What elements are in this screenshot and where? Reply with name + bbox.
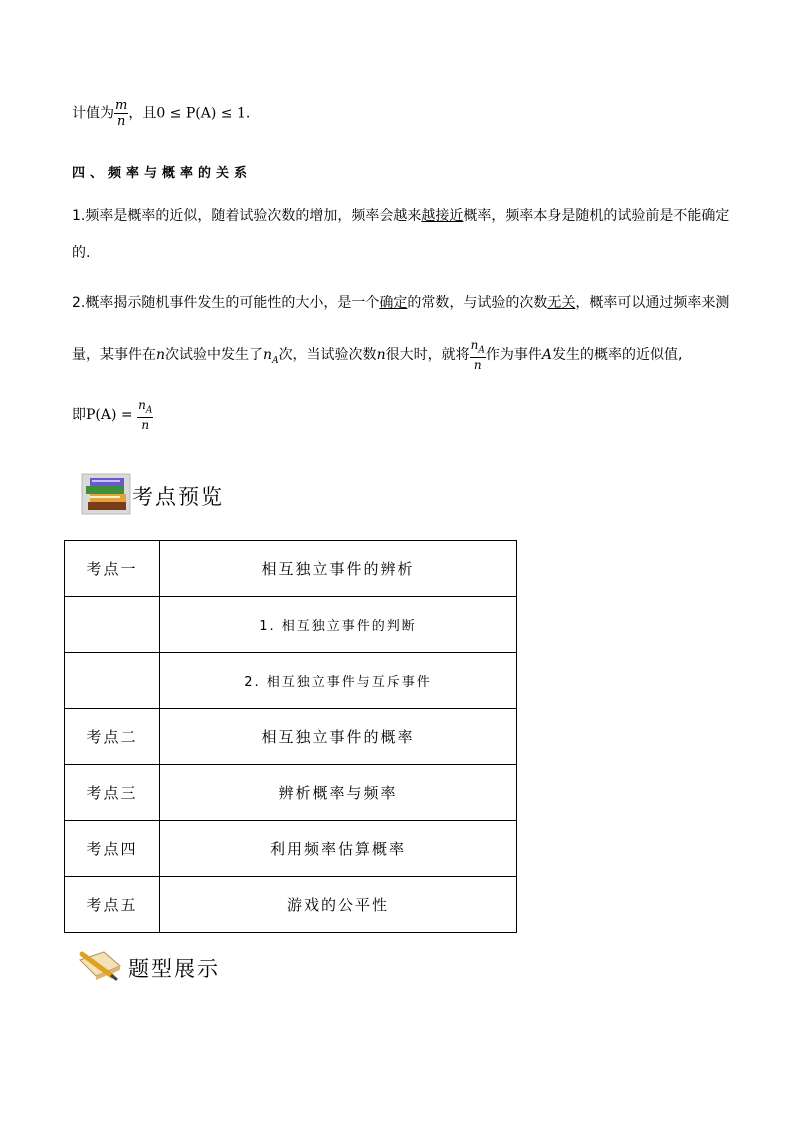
row-label: 考点四 — [65, 821, 160, 877]
row-content: 辨析概率与频率 — [160, 765, 517, 821]
intro-prefix: 计值为 — [72, 105, 114, 122]
table-row — [65, 541, 517, 597]
probability-inequality: 0 ≤ P(A) ≤ 1. — [156, 105, 251, 122]
preview-header — [80, 472, 224, 520]
math-var-nA — [263, 347, 279, 366]
types-header — [76, 946, 220, 990]
table-row — [65, 709, 517, 765]
intro-middle: ，且 — [128, 105, 157, 122]
table-row — [65, 765, 517, 821]
fraction-m-over-n — [114, 98, 128, 129]
math-subscript: A — [272, 356, 279, 366]
preview-title: 考点预览 — [132, 485, 224, 509]
row-label — [65, 653, 160, 709]
preview-table — [64, 540, 517, 933]
paragraph-2-line-3 — [72, 398, 153, 432]
text-span: 次试验中发生了 — [165, 347, 264, 364]
text-span: 量，某事件在 — [72, 347, 156, 364]
row-content: 1. 相互独立事件的判断 — [160, 597, 517, 653]
table-row — [65, 597, 517, 653]
row-label: 考点五 — [65, 877, 160, 933]
text-span: 2.概率揭示随机事件发生的可能性的大小，是一个 — [72, 295, 380, 311]
text-span: 概率，频率本身是随机的试验前是不能确定 — [463, 208, 730, 224]
frac-numerator: m — [115, 98, 128, 113]
row-content: 利用频率估算概率 — [160, 821, 517, 877]
section-heading: 四、频率与概率的关系 — [72, 166, 253, 181]
pencil-notebook-icon — [76, 946, 124, 990]
text-span: ，概率可以通过频率来测 — [575, 295, 730, 311]
row-label — [65, 597, 160, 653]
fraction-nA-over-n — [470, 338, 486, 372]
frac-numerator — [137, 398, 153, 418]
text-span: 的常数，与试验的次数 — [407, 295, 548, 311]
types-title: 题型展示 — [128, 957, 220, 981]
paragraph-2-line-2 — [72, 338, 682, 372]
math-var: n — [156, 347, 166, 364]
frac-denominator: n — [141, 418, 150, 433]
table-row — [65, 877, 517, 933]
row-content: 相互独立事件的概率 — [160, 709, 517, 765]
books-icon — [80, 472, 132, 520]
frac-numerator — [470, 338, 486, 358]
frac-denominator: n — [116, 114, 126, 129]
text-span: 很大时，就将 — [385, 347, 470, 364]
math-var: A — [541, 347, 552, 364]
row-label: 考点一 — [65, 541, 160, 597]
math-var: n — [376, 347, 386, 364]
table-row — [65, 653, 517, 709]
underlined-term: 无关 — [547, 295, 576, 311]
table-row — [65, 821, 517, 877]
row-content: 游戏的公平性 — [160, 877, 517, 933]
math-var: n — [138, 398, 146, 412]
text-span: 发生的概率的近似值, — [551, 347, 683, 364]
underlined-term: 确定 — [379, 295, 408, 311]
math-subscript: A — [145, 405, 153, 416]
row-label: 考点二 — [65, 709, 160, 765]
text-span: 次，当试验次数 — [278, 347, 377, 364]
frac-denominator: n — [473, 358, 482, 373]
fraction-nA-over-n — [137, 398, 153, 432]
text-span: 作为事件 — [485, 347, 542, 364]
row-label: 考点三 — [65, 765, 160, 821]
math-var: n — [263, 347, 273, 364]
paragraph-1-line-1 — [72, 206, 729, 226]
paragraph-2-line-1 — [72, 293, 729, 313]
text-span: 即 — [72, 407, 86, 424]
paragraph-1-line-2: 的. — [72, 245, 91, 261]
row-content: 2. 相互独立事件与互斥事件 — [160, 653, 517, 709]
text-span: 1.频率是概率的近似，随着试验次数的增加，频率会越来 — [72, 208, 422, 224]
math-subscript: A — [478, 345, 485, 356]
row-content: 相互独立事件的辨析 — [160, 541, 517, 597]
intro-line — [72, 98, 250, 129]
formula-lhs: P(A) = — [86, 407, 133, 424]
math-var: n — [470, 338, 479, 352]
underlined-term: 越接近 — [421, 208, 464, 224]
